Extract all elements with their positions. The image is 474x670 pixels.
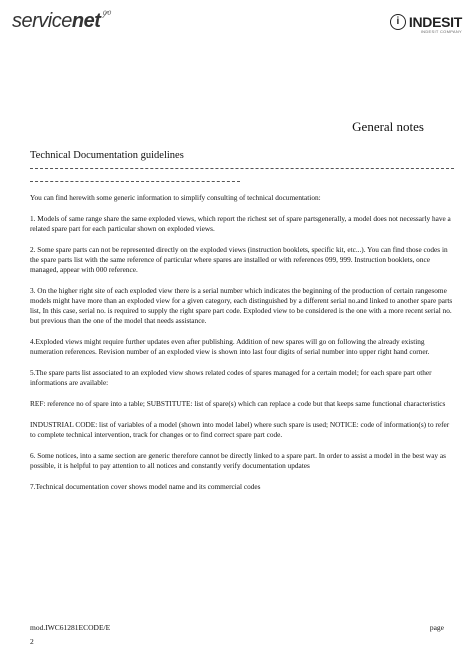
page-label: page <box>429 623 444 632</box>
paragraph: 6. Some notices, into a same section are generic therefore cannot be directly linked to a spare part. In order to assist a model in the best way as possible, it is helpful to pay attention to all notices and constantly verify documentation updates <box>30 451 446 470</box>
dashed-divider <box>30 181 240 182</box>
indesit-wordmark: INDESIT <box>408 14 462 30</box>
paragraph: REF: reference no of spare into a table; SUBSTITUTE: list of spare(s) which can replace a code but that keeps same functional characteristics <box>30 399 446 408</box>
paragraph: INDUSTRIAL CODE: list of variables of a model (shown into model label) where such spare is used; NOTICE: code of information(s) to refer to complete technical intervention, track for changes or to find correct spare part code. <box>30 420 450 439</box>
guidelines-body <box>30 193 454 503</box>
paragraph: 5.The spare parts list associated to an exploded view shows related codes of spares managed for a certain model; for each spare part other informations are available: <box>30 368 432 387</box>
model-code: mod.IWC61281ECODE/E <box>30 623 111 632</box>
paragraph: 3. On the higher right site of each exploded view there is a serial number which indicates the beginning of the production of certain rangesome models might have more than an exploded view for a given category, each distinguished by a different serial no.and linked to another spare parts list, In this case, serial no. is required to supply the right spare part code. Exploded view to be considered is the one with a more recent serial no. but previous than the one of the model that needs assistance. <box>30 286 453 325</box>
servicenet-logo <box>12 10 110 33</box>
indesit-logo <box>390 14 462 34</box>
paragraph: You can find herewith some generic information to simplify consulting of technical documentation: <box>30 193 321 202</box>
logo-net-text: net <box>71 10 101 32</box>
document-title: Technical Documentation guidelines <box>30 150 184 161</box>
indesit-company-tag: INDESIT COMPANY <box>420 29 462 34</box>
logo-service-text: service <box>12 10 72 32</box>
indesit-i-icon: i <box>390 14 406 30</box>
dashed-divider <box>30 168 454 169</box>
page-header <box>0 0 474 44</box>
section-heading: General notes <box>352 119 424 134</box>
paragraph: 4.Exploded views might require further updates even after publishing. Addition of new spares will go on following the already existing numeration references. Revision number of an exploded view is shown into last four digits of serial number into upper right hand corner. <box>30 337 430 356</box>
paragraph: 7.Technical documentation cover shows model name and its commercial codes <box>30 482 261 491</box>
page-number: 2 <box>30 637 34 646</box>
logo-mark: ⁰⁄⁰ <box>101 10 110 21</box>
paragraph: 2. Some spare parts can not be represented directly on the exploded views (instruction booklets, specific kit, etc...). You can find those codes in the spare parts list with the same reference of particular where spares are installed or with references 099, 999. Instruction booklets, once managed, appear with 000 reference. <box>30 245 448 274</box>
paragraph: 1. Models of same range share the same exploded views, which report the richest set of spare partsgenerally, a model does not necessarly have a related spare part for each particular shown on exploded views. <box>30 214 451 233</box>
